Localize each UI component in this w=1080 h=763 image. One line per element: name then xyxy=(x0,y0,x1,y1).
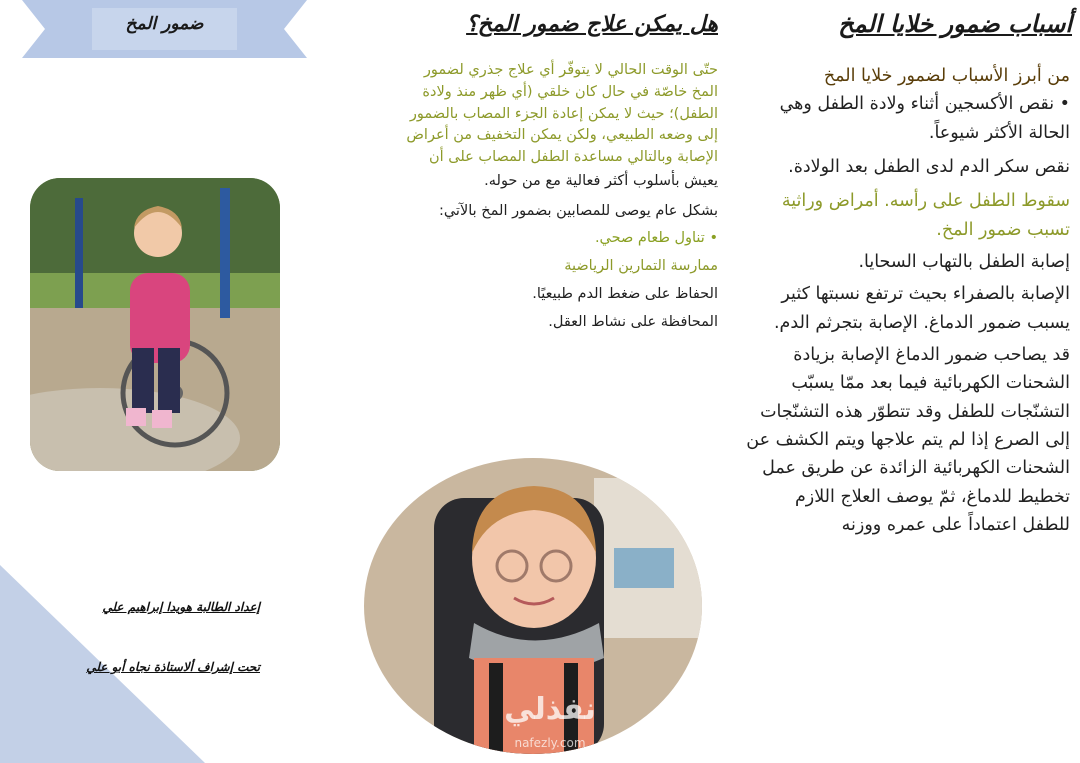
treatment-item-1: • تناول طعام صحي. xyxy=(594,230,718,247)
treatment-para-3: بشكل عام يوصى للمصابين بضمور المخ بالآتي: xyxy=(438,202,718,219)
child-wheelchair-photo xyxy=(30,178,280,471)
treatment-para-2: يعيش بأسلوب أكثر فعالية مع من حوله. xyxy=(484,172,718,189)
watermark-url: nafezly.com xyxy=(514,736,586,750)
causes-para-1: • نقص الأكسجين أثناء ولادة الطفل وهي الحالة الأكثر شيوعاً. xyxy=(779,94,1070,143)
causes-para-2: نقص سكر الدم لدى الطفل بعد الولادة. xyxy=(788,157,1070,178)
treatment-heading: هل يمكن علاج ضمور المخ؟ xyxy=(466,12,718,37)
treatment-text xyxy=(406,60,718,333)
causes-para-3: سقوط الطفل على رأسه. أمراض وراثية تسبب ضمور المخ. xyxy=(781,191,1070,240)
watermark-logo: نفذلي xyxy=(504,692,596,727)
causes-para-6: قد يصاحب ضمور الدماغ الإصابة بزيادة الشحنات الكهربائية فيما بعد ممّا يسبّب التشنّجات للطفل وقد تتطوّر هذه التشنّجات إلى الصرع إذا لم يتم علاجها ويتم الكشف عن الشحنات الكهربائية الزائدة عن طريق عمل تخطيط للدماغ، ثمّ يوصف العلاج اللازم للطفل اعتماداً على عمره ووزنه xyxy=(746,345,1070,536)
treatment-para-1: حتّى الوقت الحالي لا يتوفّر أي علاج جذري لضمور المخ خاصّة في حال كان خلقي (أي ظهر منذ ولادة الطفل)؛ حيث لا يمكن إعادة الجزء المصاب بالضمور إلى وضعه الطبيعي، ولكن يمكن التخفيف من أعراض الإصابة وبالتالي مساعدة الطفل المصاب على أن xyxy=(406,62,718,165)
causes-text xyxy=(742,62,1070,540)
causes-para-4: إصابة الطفل بالتهاب السحايا. xyxy=(858,252,1070,273)
supervisor-credit: تحت إشراف ألاستاذة نجاه أبو علي xyxy=(86,660,260,674)
banner-title: ضمور المخ xyxy=(125,14,204,34)
treatment-item-4: المحافظة على نشاط العقل. xyxy=(548,313,718,330)
causes-heading: أسباب ضمور خلايا المخ xyxy=(838,10,1072,38)
causes-intro: من أبرز الأسباب لضمور خلايا المخ xyxy=(823,66,1070,86)
treatment-item-3: الحفاظ على ضغط الدم طبيعيًا. xyxy=(532,285,718,302)
causes-para-5: الإصابة بالصفراء بحيث ترتفع نسبتها كثير يسبب ضمور الدماغ. الإصابة بتجرثم الدم. xyxy=(773,284,1070,333)
treatment-item-2: ممارسة التمارين الرياضية xyxy=(564,258,718,274)
student-credit: إعداد الطالبة هويدا إبراهيم علي xyxy=(102,600,260,614)
